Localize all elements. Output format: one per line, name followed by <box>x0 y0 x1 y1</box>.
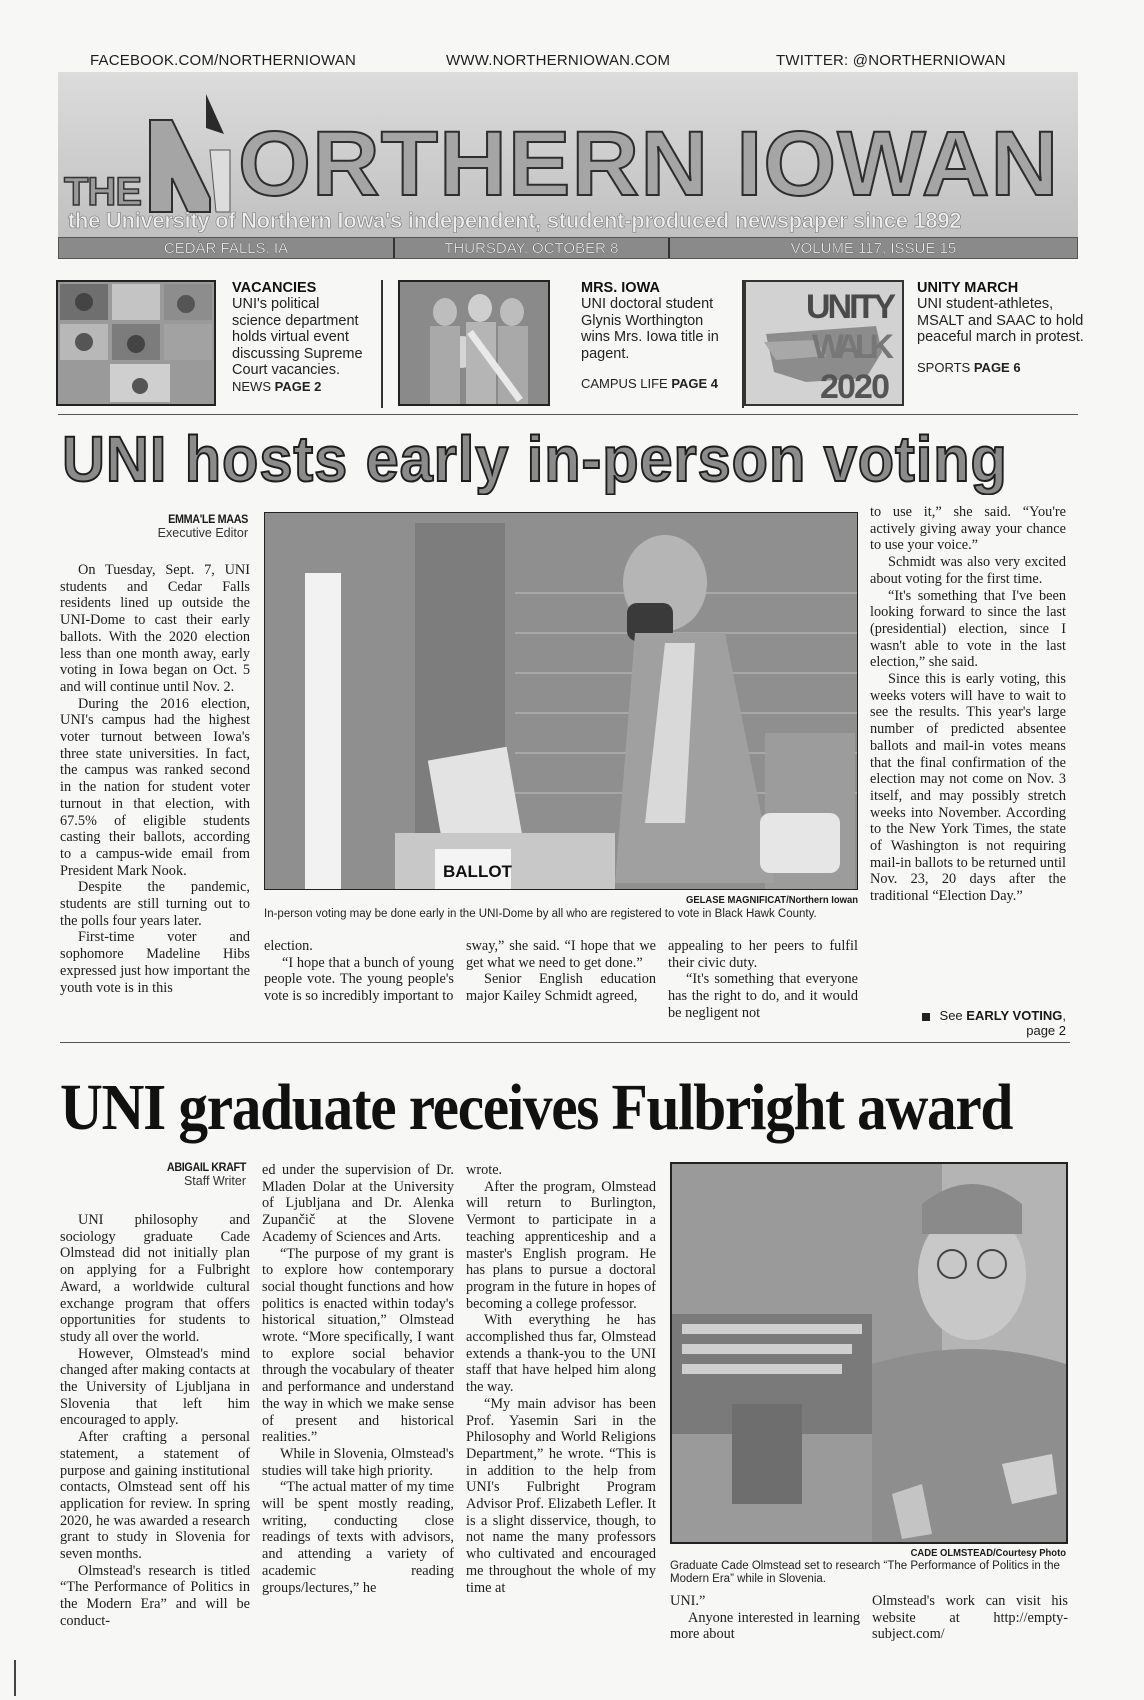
paragraph: On Tuesday, Sept. 7, UNI students and Cedar Falls residents lined up outside the UNI-Dome to cast their early ballots. With the 2020 election less than one month away, early voting in Iowa began on Oct. 5 and will continue until Nov. 2. <box>60 562 250 695</box>
paragraph: Schmidt was also very excited about voting for the first time. <box>870 554 1066 587</box>
page-edge-mark <box>14 1660 16 1696</box>
paragraph: While in Slovenia, Olmstead's studies will take high priority. <box>262 1445 454 1479</box>
teaser-vacancies-image[interactable] <box>56 280 216 406</box>
teaser-vacancies[interactable] <box>232 280 372 394</box>
story2-column-3 <box>466 1162 656 1596</box>
teaser-unity-march-image[interactable] <box>744 280 904 406</box>
story2-column-4 <box>670 1593 860 1643</box>
paragraph: Olmstead's research is titled “The Performance of Politics in the Modern Era” and will be conduct- <box>60 1562 250 1629</box>
paragraph: Since this is early voting, this weeks voters will have to wait to see the results. This year's large number of predicted absentee ballots and mail-in votes means that the final confirmation of the election may not come on Nov. 3 itself, and may possibly stretch weeks into November. According to the New York Times, the state of Washington is not requiring mail-in ballots to be returned until Nov. 23, 20 days after the traditional “Election Day.” <box>870 671 1066 905</box>
paragraph: Olmstead's work can visit his website at http://empty-subject.com/ <box>872 1593 1068 1643</box>
teaser-body: UNI doctoral student Glynis Worthington wins Mrs. Iowa title in pagent. <box>581 296 719 362</box>
paragraph: “The purpose of my grant is to explore how contemporary social thought functions and how politics is enacted within today's historical situation,” Olmstead wrote. “More specifically, I want to explore social behavior through the vocabulary of theater and performance and understand the way in which we make sense of present and historical realities.” <box>262 1245 454 1446</box>
story1-column-3 <box>466 938 656 1005</box>
paragraph: sway,” she said. “I hope that we get what we need to get done.” <box>466 938 656 971</box>
svg-text:BALLOT: BALLOT <box>443 862 512 881</box>
paragraph: “It's something that everyone has the right to do, and it would be negligent not <box>668 971 858 1021</box>
story1-byline <box>90 512 248 540</box>
story2-byline <box>100 1160 246 1188</box>
paragraph: appealing to her peers to fulfil their civic duty. <box>668 938 858 971</box>
svg-text:WALK: WALK <box>812 328 894 366</box>
video-call-grid-icon <box>58 282 214 404</box>
paragraph: UNI philosophy and sociology graduate Cade Olmstead did not initially plan on applying for a Fulbright Award, a worldwide cultural exchange program that offers opportunities for students to study all over the world. <box>60 1212 250 1345</box>
story1-column-2 <box>264 938 454 1005</box>
story1-photo-credit: GELASE MAGNIFICAT/Northern Iowan <box>685 894 858 906</box>
paragraph: UNI.” <box>670 1593 706 1609</box>
author-name: ABIGAIL KRAFT <box>166 1160 246 1174</box>
masthead-title: ORTHERN IOWAN <box>238 113 1060 215</box>
author-role: Staff Writer <box>183 1174 246 1188</box>
masthead-the: THE <box>64 170 141 214</box>
paragraph: After the program, Olmstead will return to Burlington, Vermont to participate in a teaching apprenticeship and a master's English program. He has plans to pursue a doctoral program in the future in hopes of becoming a college professor. <box>466 1178 656 1312</box>
paragraph: “The actual matter of my time will be spent mostly reading, writing, conducting close readings of texts with advisors, and attending a variety of academic reading groups/lectures,” he <box>262 1479 454 1596</box>
teaser-body: UNI student-athletes, MSALT and SAAC to hold peaceful march in protest. <box>917 296 1084 345</box>
author-name: EMMA'LE MAAS <box>168 512 248 526</box>
twitter-link[interactable]: TWITTER: @NORTHERNIOWAN <box>776 52 1006 69</box>
masthead-tagline: the University of Northern Iowa's independent, student-produced newspaper since 1892 <box>68 208 962 233</box>
paragraph: With everything he has accomplished thus far, Olmstead extends a thank-you to the UNI staff that have helped him along the way. <box>466 1312 656 1396</box>
story2-column-1 <box>60 1212 250 1630</box>
masthead-nameplate <box>58 94 1078 214</box>
teaser-page-ref: SPORTS PAGE 6 <box>917 359 1021 375</box>
teaser-unity-march[interactable] <box>917 280 1087 375</box>
teaser-page-ref: NEWS PAGE 2 <box>232 378 322 394</box>
volume-issue: VOLUME 117, ISSUE 15 <box>790 239 957 257</box>
masthead <box>58 72 1078 258</box>
website-link[interactable]: WWW.NORTHERNIOWAN.COM <box>446 52 671 69</box>
pageant-photo-icon <box>400 282 548 404</box>
svg-text:UNITY: UNITY <box>806 288 896 326</box>
masthead-info-bar <box>58 237 1078 259</box>
story2-photo-caption: Graduate Cade Olmstead set to research “The Performance of Politics in the Modern Era” while in Slovenia. <box>670 1560 1060 1585</box>
story1-column-5 <box>870 504 1066 905</box>
teaser-heading: UNITY MARCH <box>917 280 1019 296</box>
paragraph: However, Olmstead's mind changed after making contacts at the University of Ljubljana in Slovenia that left him encouraged to apply. <box>60 1345 250 1429</box>
teaser-page-ref: CAMPUS LIFE PAGE 4 <box>581 376 719 391</box>
story2-headline[interactable]: UNI graduate receives Fulbright award <box>60 1071 1013 1144</box>
story1-jump-link[interactable]: See EARLY VOTING, page 2 <box>896 1008 1066 1038</box>
teaser-body: UNI's political science department holds virtual event discussing Supreme Court vacancies. <box>232 296 363 378</box>
teaser-heading: MRS. IOWA <box>581 280 660 296</box>
story1-headline[interactable]: UNI hosts early in-person voting <box>62 423 1008 495</box>
voting-photo-icon <box>265 513 858 890</box>
story2-photo[interactable] <box>670 1162 1068 1544</box>
paragraph: After crafting a personal statement, a statement of purpose and gaining institutional contacts, Olmstead sent off his application for review. In spring 2020, he was awarded a research grant to study in Slovenia for seven months. <box>60 1429 250 1563</box>
paragraph: During the 2016 election, UNI's campus had the highest voter turnout between Iowa's three state universities. In fact, the campus was ranked second in the nation for student voter turnout in that election, with 67.5% of eligible students casting their ballots, according to a campus-wide email from President Mark Nook. <box>60 695 250 879</box>
teaser-mrs-iowa-image[interactable] <box>398 280 550 406</box>
paragraph: ed under the supervision of Dr. Mladen Dolar at the University of Ljubljana and Dr. Alenka Zupančič at the Slovene Academy of Sciences and Arts. <box>262 1162 454 1245</box>
story1-column-4 <box>668 938 858 1022</box>
bullet-square-icon <box>922 1013 930 1021</box>
story1-column-1 <box>60 562 250 996</box>
paragraph: election. <box>264 938 313 954</box>
author-role: Executive Editor <box>157 526 248 540</box>
teaser-divider <box>381 280 383 408</box>
paragraph: Senior English education major Kailey Schmidt agreed, <box>466 971 656 1005</box>
paragraph: “It's something that I've been looking forward to since the last (presidential) election, since I wasn't able to vote in the last election,” she said. <box>870 587 1066 671</box>
masthead-n-logo-icon <box>144 94 244 214</box>
facebook-link[interactable]: FACEBOOK.COM/NORTHERNIOWAN <box>90 52 357 69</box>
section-divider <box>58 414 1078 415</box>
paragraph: to use it,” she said. “You're actively giving away your chance to use your voice.” <box>870 504 1066 554</box>
story1-photo[interactable] <box>264 512 858 890</box>
section-divider <box>60 1042 1070 1043</box>
paragraph: “My main advisor has been Prof. Yasemin Sari in the Philosophy and World Religions Department,” he wrote. “This is in addition to the help from UNI's Fulbright Program Advisor Prof. Elizabeth Lefler. It is a slight disservice, though, to not name the many professors who cultivated and encouraged me throughout the whole of my time at <box>466 1395 656 1596</box>
paragraph: wrote. <box>466 1162 503 1178</box>
portrait-photo-icon <box>672 1164 1066 1542</box>
paragraph: First-time voter and sophomore Madeline Hibs expressed just how important the youth vote is in this <box>60 929 250 996</box>
svg-text:2020: 2020 <box>820 368 890 404</box>
issue-date: THURSDAY, OCTOBER 8 <box>395 238 670 258</box>
story2-column-5 <box>872 1593 1068 1643</box>
location: CEDAR FALLS, IA <box>59 238 395 258</box>
paragraph: Anyone interested in learning more about <box>670 1609 860 1643</box>
paragraph: “I hope that a bunch of young people vote. The young people's vote is so incredibly important to <box>264 954 454 1005</box>
teaser-heading: VACANCIES <box>232 280 317 296</box>
story2-column-2 <box>262 1162 454 1596</box>
unity-walk-logo-icon <box>746 282 902 404</box>
teaser-mrs-iowa[interactable] <box>581 280 731 391</box>
paragraph: Despite the pandemic, students are still turning out to the polls four years later. <box>60 879 250 929</box>
story1-photo-caption: In-person voting may be done early in the UNI-Dome by all who are registered to vote in Black Hawk County. <box>264 908 817 920</box>
story2-photo-credit: CADE OLMSTEAD/Courtesy Photo <box>910 1547 1066 1559</box>
